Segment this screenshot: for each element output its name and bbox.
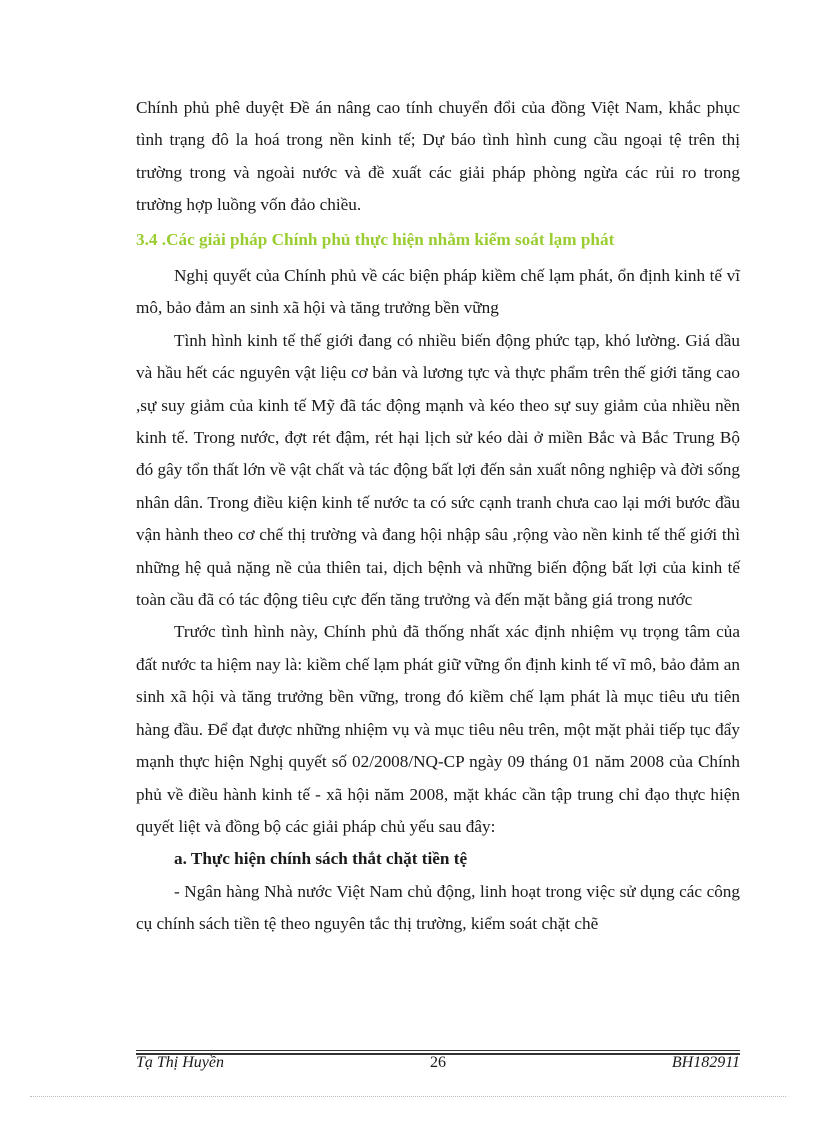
paragraph-top: Chính phủ phê duyệt Đề án nâng cao tính chuyển đổi của đồng Việt Nam, khắc phục tình trạng đô la hoá trong nền kinh tế; Dự báo tình hình cung cầu ngoại tệ trên thị trường trong và ngoài nước và đề xuất các giải pháp phòng ngừa các rủi ro trong trường hợp luồng vốn đảo chiều. [136,98,740,215]
paragraph-bank: - Ngân hàng Nhà nước Việt Nam chủ động, linh hoạt trong việc sử dụng các công cụ chính sách tiền tệ theo nguyên tắc thị trường, kiểm soát chặt chẽ [136,881,740,934]
body-top [136,92,740,222]
footer-author: Tạ Thị Huyền [136,1054,224,1071]
page-bottom-divider [30,1096,786,1097]
paragraph-resolution: Nghị quyết của Chính phủ về các biện pháp kiềm chế lạm phát, ổn định kinh tế vĩ mô, bảo đảm an sinh xã hội và tăng trưởng bền vững [136,266,740,318]
footer-rule-top [136,1050,740,1051]
paragraph-government: Trước tình hình này, Chính phủ đã thống nhất xác định nhiệm vụ trọng tâm của đất nước ta hiệm nay là: kiềm chế lạm phát giữ vững ổn định kinh tế vĩ mô, bảo đảm an sinh xã hội và tăng trưởng bền vững, trong đó kiềm chế lạm phát là mục tiêu ưu tiên hàng đầu. Để đạt được những nhiệm vụ và mục tiêu nêu trên, một mặt phải tiếp tục đẩy mạnh thực hiện Nghị quyết số 02/2008/NQ-CP ngày 09 tháng 01 năm 2008 của Chính phủ về điều hành kinh tế - xã hội năm 2008, mặt khác cần tập trung chỉ đạo thực hiện quyết liệt và đồng bộ các giải pháp chủ yếu sau đây: [136,622,740,836]
paragraph-situation: Tình hình kinh tế thế giới đang có nhiều biến động phức tạp, khó lường. Giá dầu và hầu hết các nguyên vật liệu cơ bản và lương tực và thực phẩm trên thế giới tăng cao ,sự suy giảm của kinh tế Mỹ đã tác động mạnh và kéo theo sự suy giảm của nhiều nền kinh tế. Trong nước, đợt rét đậm, rét hại lịch sử kéo dài ở miền Bắc và Bắc Trung Bộ đó gây tổn thất lớn về vật chất và tác động bất lợi đến sản xuất nông nghiệp và đời sống nhân dân. Trong điều kiện kinh tế nước ta có sức cạnh tranh chưa cao lại mới bước đầu vận hành theo cơ chế thị trường và đang hội nhập sâu ,rộng vào nền kinh tế thế giới thì những hệ quả nặng nề của thiên tai, dịch bệnh và những biến động bất lợi của kinh tế toàn cầu đã có tác động tiêu cực đến tăng trưởng và đến mặt bằng giá trong nước [136,330,740,610]
subheading-a: a. Thực hiện chính sách thắt chặt tiền tệ [174,849,468,869]
page-footer [136,1054,740,1078]
footer-code: BH182911 [671,1054,740,1071]
body-main [136,260,740,941]
footer-page-number: 26 [430,1054,446,1071]
section-heading: 3.4 .Các giải pháp Chính phủ thực hiện nhằm kiểm soát lạm phát [136,230,615,249]
